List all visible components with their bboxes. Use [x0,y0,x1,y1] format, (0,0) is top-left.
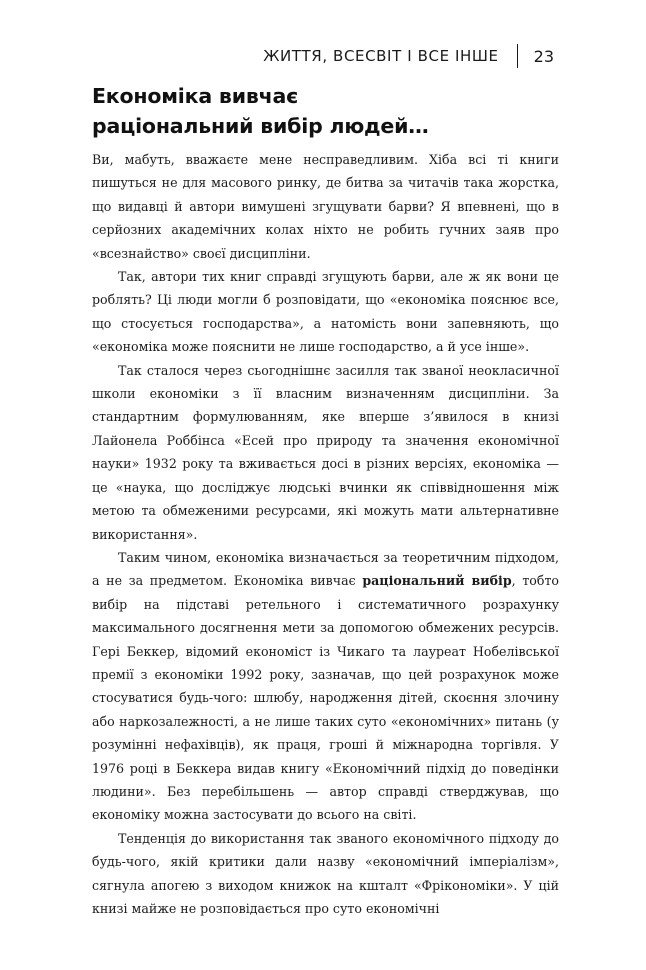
header-divider [517,44,518,68]
running-header [263,44,554,68]
section-heading [92,81,552,141]
paragraph-2: Так, автори тих книг справді згущують барви, але ж як вони це роблять? Ці люди могли б розповідати, що «економіка пояснює все, що стосується господарства», а натомість вони запевняють, що «економіка може пояснити не лише господарство, а й усе інше». [92,269,559,355]
paragraph-4-bold-term: раціональний вибір [362,573,512,589]
paragraph-3: Так сталося через сьогоднішнє засилля так званої неокласичної школи економіки з її власним визначенням дисципліни. За стандартним формулюванням, яке вперше з’явилося в книзі Лайонела Роббінса «Есей про природу та значення економічної науки» 1932 року та вживається досі в різних версіях, економіка — це «наука, що досліджує людські вчинки як співвідношення між метою та обмеженими ресурсами, які можуть мати альтернативне використання». [92,362,559,542]
page-number: 23 [533,46,554,66]
running-title: ЖИТТЯ, ВСЕСВІТ І ВСЕ ІНШЕ [263,47,499,65]
paragraph-1: Ви, мабуть, вважаєте мене несправедливим. Хіба всі ті книги пишуться не для масового ринку, де битва за читачів така жорстка, що видавці й автори вимушені згущувати барви? Я впевнені, що в серйозних академічних колах ніхто не робить гучних заяв про «всезнайство» своєї дисципліни. [92,152,559,261]
body-text [92,148,559,920]
paragraph-4-text-after: , тобто вибір на підставі ретельного і систематичного розрахунку максимального досягнення мети за допомогою обмежених ресурсів. Гері Беккер, відомий економіст із Чикаго та лауреат Нобелівської премії з економіки 1992 року, зазначав, що цей розрахунок може стосуватися будь-чого: шлюбу, народження дітей, скоєння злочину або наркозалежності, а не лише таких суто «економічних» питань (у розумінні нефахівців), як праця, гроші й міжнародна торгівля. У 1976 році в Беккера видав книгу «Економічний підхід до поведінки людини». Без перебільшень — автор справді стверджував, що економіку можна застосувати до всього на світі. [92,573,559,823]
paragraph-5: Тенденція до використання так званого економічного підходу до будь-чого, якій критики дали назву «економічний імперіалізм», сягнула апогею з виходом книжок на кшталт «Фрікономіки». У цій книзі майже не розповідається про суто економічні [92,830,559,916]
section-heading-line-1: Економіка вивчає [92,84,299,108]
paragraph-4-text-before: Таким чином, економіка визначається за теоретичним підходом, а не за предметом. Економіка вивчає [92,549,559,589]
paragraph-4 [92,546,559,827]
section-heading-line-2: раціональний вибір людей… [92,114,429,138]
